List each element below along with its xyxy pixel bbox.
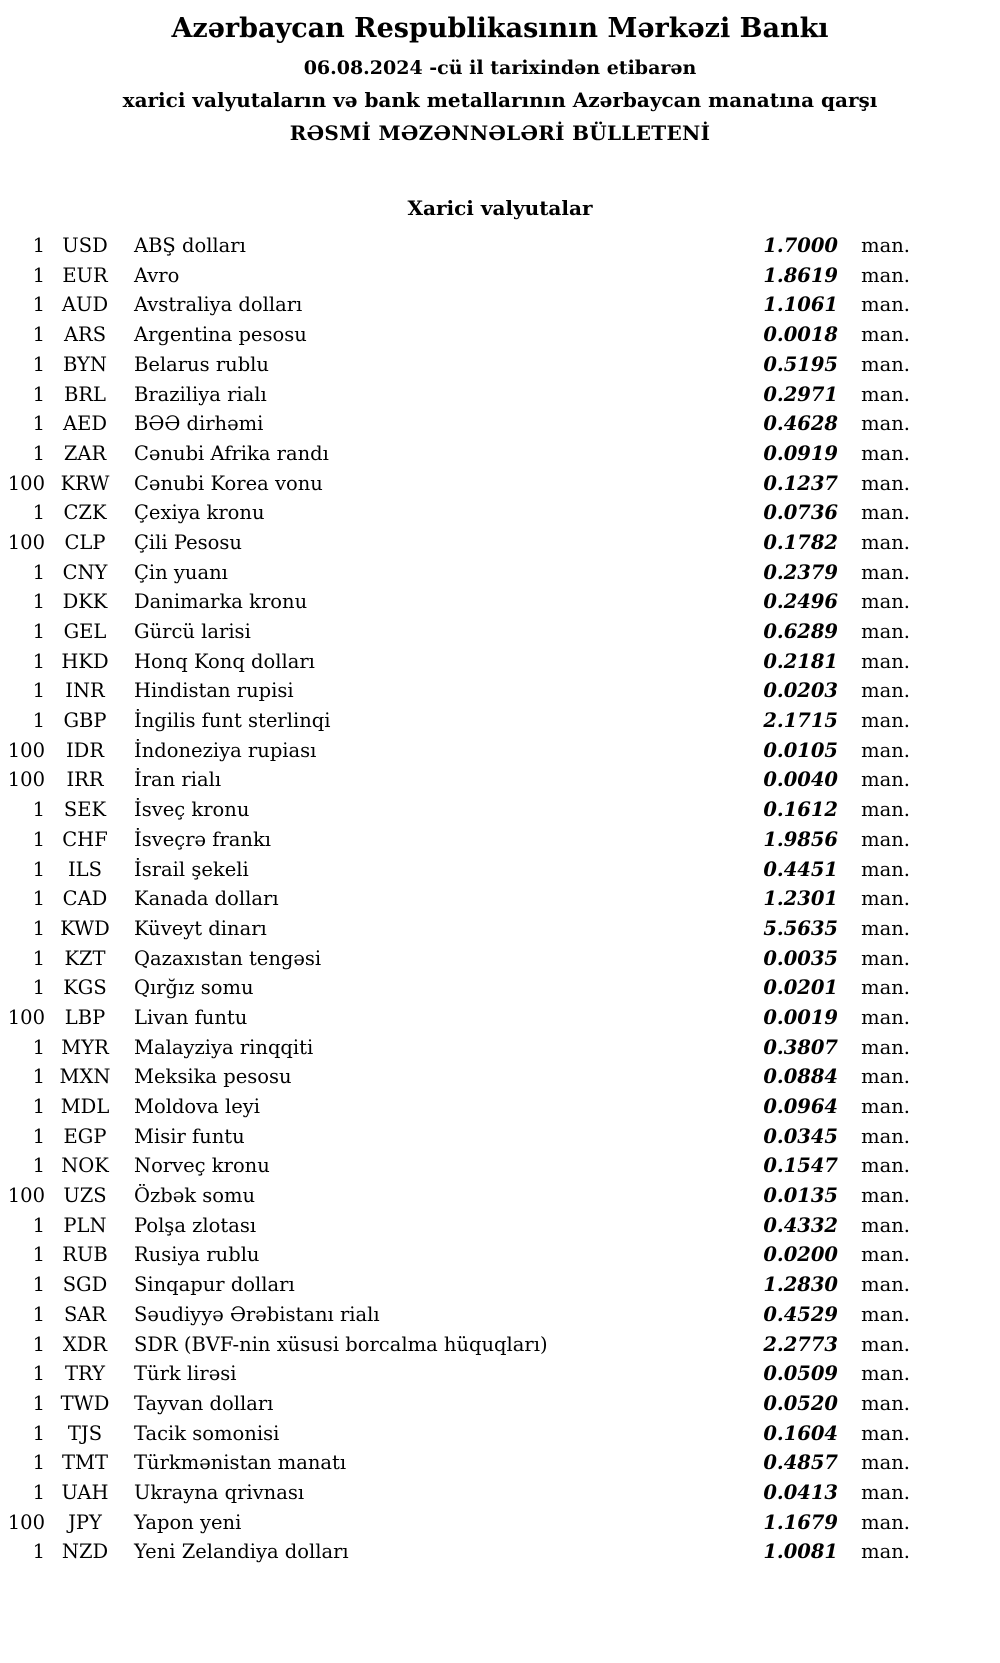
currency-name: Ukrayna qrivnası <box>134 1480 305 1504</box>
rate-unit: man. <box>861 976 910 1000</box>
currency-quantity: 1 <box>32 263 45 287</box>
rate-row <box>0 646 1000 676</box>
rate-row <box>0 1240 1000 1270</box>
rate-value: 0.1237 <box>763 471 838 495</box>
currency-name: Tacik somonisi <box>134 1421 280 1445</box>
currency-name: Çin yuanı <box>134 560 228 584</box>
rate-value: 0.0203 <box>763 679 838 703</box>
currency-code: NOK <box>61 1154 109 1178</box>
currency-name: ABŞ dolları <box>134 234 246 258</box>
rate-row <box>0 1062 1000 1092</box>
section-title-foreign-currencies: Xarici valyutalar <box>407 195 593 220</box>
currency-name: Özbək somu <box>134 1184 256 1208</box>
currency-quantity: 1 <box>32 1124 45 1148</box>
currency-quantity: 1 <box>32 1451 45 1475</box>
currency-quantity: 1 <box>32 1065 45 1089</box>
currency-name: Meksika pesosu <box>134 1065 292 1089</box>
currency-name: Türk lirəsi <box>134 1362 237 1386</box>
rate-row <box>0 468 1000 498</box>
currency-name: Sinqapur dolları <box>134 1273 295 1297</box>
rate-unit: man. <box>861 916 910 940</box>
rate-row <box>0 557 1000 587</box>
currency-quantity: 1 <box>32 293 45 317</box>
rate-value: 2.2773 <box>763 1332 838 1356</box>
rate-row <box>0 1418 1000 1448</box>
rate-row <box>0 1329 1000 1359</box>
currency-quantity: 1 <box>32 560 45 584</box>
currency-code: MDL <box>60 1095 110 1119</box>
currency-quantity: 1 <box>32 798 45 822</box>
rate-value: 0.0035 <box>763 946 838 970</box>
currency-quantity: 1 <box>32 382 45 406</box>
rate-value: 0.0135 <box>763 1184 838 1208</box>
currency-name: BƏƏ dirhəmi <box>134 412 264 436</box>
currency-quantity: 1 <box>32 976 45 1000</box>
currency-code: XDR <box>62 1332 108 1356</box>
rate-row <box>0 676 1000 706</box>
currency-quantity: 1 <box>32 679 45 703</box>
currency-name: İndoneziya rupiası <box>134 738 317 762</box>
currency-name: Səudiyyə Ərəbistanı rialı <box>134 1302 380 1326</box>
currency-name: İsveç kronu <box>134 798 250 822</box>
rate-row <box>0 231 1000 261</box>
currency-quantity: 1 <box>32 857 45 881</box>
rate-row <box>0 617 1000 647</box>
currency-name: Yapon yeni <box>134 1510 242 1534</box>
currency-name: Danimarka kronu <box>134 590 308 614</box>
rate-value: 0.0884 <box>763 1065 838 1089</box>
rate-unit: man. <box>861 352 910 376</box>
currency-name: Gürcü larisi <box>134 620 251 644</box>
currency-name: İsveçrə frankı <box>134 827 272 851</box>
rate-unit: man. <box>861 857 910 881</box>
currency-name: Küveyt dinarı <box>134 916 267 940</box>
rate-row <box>0 973 1000 1003</box>
rate-value: 0.0413 <box>763 1480 838 1504</box>
currency-quantity: 1 <box>32 1480 45 1504</box>
currency-quantity: 100 <box>7 1184 45 1208</box>
rate-value: 1.2830 <box>763 1273 838 1297</box>
currency-code: IRR <box>66 768 104 792</box>
currency-code: CZK <box>63 501 107 525</box>
currency-name: Malayziya rinqqiti <box>134 1035 314 1059</box>
currency-code: DKK <box>62 590 108 614</box>
currency-name: Livan funtu <box>134 1005 248 1029</box>
effective-date-line: 06.08.2024 -cü il tarixindən etibarən <box>303 56 697 79</box>
rate-unit: man. <box>861 1480 910 1504</box>
rate-value: 0.0201 <box>763 976 838 1000</box>
rate-unit: man. <box>861 1362 910 1386</box>
rate-unit: man. <box>861 1035 910 1059</box>
rate-row <box>0 528 1000 558</box>
rate-row <box>0 1507 1000 1537</box>
rate-value: 0.0345 <box>763 1124 838 1148</box>
rate-row <box>0 1181 1000 1211</box>
rate-value: 0.4332 <box>763 1213 838 1237</box>
rates-table <box>0 231 1000 1567</box>
currency-code: EGP <box>63 1124 107 1148</box>
currency-code: MXN <box>59 1065 111 1089</box>
currency-quantity: 1 <box>32 1273 45 1297</box>
rate-unit: man. <box>861 1243 910 1267</box>
rate-row <box>0 1270 1000 1300</box>
rate-row <box>0 1210 1000 1240</box>
currency-quantity: 1 <box>32 946 45 970</box>
currency-quantity: 1 <box>32 649 45 673</box>
rate-value: 0.0509 <box>763 1362 838 1386</box>
rate-unit: man. <box>861 946 910 970</box>
currency-code: GEL <box>63 620 107 644</box>
rate-row <box>0 1359 1000 1389</box>
rate-row <box>0 498 1000 528</box>
rate-value: 0.0964 <box>763 1095 838 1119</box>
currency-code: INR <box>65 679 105 703</box>
currency-quantity: 100 <box>7 530 45 554</box>
currency-code: CNY <box>62 560 108 584</box>
currency-name: Türkmənistan manatı <box>134 1451 347 1475</box>
rate-value: 0.2971 <box>763 382 838 406</box>
currency-quantity: 1 <box>32 620 45 644</box>
currency-code: TRY <box>65 1362 105 1386</box>
currency-quantity: 1 <box>32 1421 45 1445</box>
currency-name: Belarus rublu <box>134 352 269 376</box>
rate-value: 0.0919 <box>763 441 838 465</box>
rate-row <box>0 1151 1000 1181</box>
rate-unit: man. <box>861 1391 910 1415</box>
rate-unit: man. <box>861 530 910 554</box>
rate-value: 0.2181 <box>763 649 838 673</box>
rate-value: 1.7000 <box>763 234 838 258</box>
rate-unit: man. <box>861 293 910 317</box>
rate-row <box>0 1478 1000 1508</box>
rate-unit: man. <box>861 1184 910 1208</box>
rate-unit: man. <box>861 827 910 851</box>
currency-code: IDR <box>65 738 105 762</box>
currency-code: SEK <box>63 798 107 822</box>
currency-name: SDR (BVF-nin xüsusi borcalma hüquqları) <box>134 1332 548 1356</box>
currency-code: CAD <box>62 887 108 911</box>
currency-code: UAH <box>61 1480 109 1504</box>
rate-row <box>0 825 1000 855</box>
currency-code: KRW <box>60 471 110 495</box>
currency-code: NZD <box>61 1540 109 1564</box>
currency-name: Tayvan dolları <box>134 1391 274 1415</box>
rate-unit: man. <box>861 1540 910 1564</box>
rate-value: 0.0105 <box>763 738 838 762</box>
rate-value: 0.4451 <box>763 857 838 881</box>
currency-code: BYN <box>63 352 107 376</box>
currency-code: KGS <box>63 976 107 1000</box>
rate-unit: man. <box>861 768 910 792</box>
currency-code: USD <box>62 234 108 258</box>
rate-row <box>0 795 1000 825</box>
currency-code: CHF <box>62 827 108 851</box>
rate-value: 0.4529 <box>763 1302 838 1326</box>
rate-row <box>0 290 1000 320</box>
rate-row <box>0 260 1000 290</box>
rate-unit: man. <box>861 1421 910 1445</box>
currency-quantity: 1 <box>32 501 45 525</box>
rate-row <box>0 1300 1000 1330</box>
currency-name: Norveç kronu <box>134 1154 270 1178</box>
currency-code: ZAR <box>63 441 107 465</box>
rate-row <box>0 854 1000 884</box>
rate-value: 1.9856 <box>763 827 838 851</box>
currency-name: Çexiya kronu <box>134 501 265 525</box>
currency-quantity: 1 <box>32 1154 45 1178</box>
currency-name: Cənubi Korea vonu <box>134 471 323 495</box>
rate-row <box>0 1448 1000 1478</box>
rate-row <box>0 439 1000 469</box>
rate-value: 2.1715 <box>763 709 838 733</box>
currency-quantity: 100 <box>7 1005 45 1029</box>
currency-quantity: 1 <box>32 1243 45 1267</box>
rate-unit: man. <box>861 1065 910 1089</box>
rate-unit: man. <box>861 620 910 644</box>
currency-quantity: 1 <box>32 1362 45 1386</box>
currency-code: EUR <box>62 263 108 287</box>
currency-code: TWD <box>60 1391 110 1415</box>
rate-value: 0.0019 <box>763 1005 838 1029</box>
rate-value: 0.0520 <box>763 1391 838 1415</box>
currency-code: ARS <box>63 323 107 347</box>
bank-title: Azərbaycan Respublikasının Mərkəzi Bankı <box>171 13 829 44</box>
rate-row <box>0 379 1000 409</box>
currency-quantity: 1 <box>32 916 45 940</box>
rate-row <box>0 1032 1000 1062</box>
rate-unit: man. <box>861 1273 910 1297</box>
currency-name: Qırğız somu <box>134 976 254 1000</box>
rate-unit: man. <box>861 471 910 495</box>
rate-unit: man. <box>861 1005 910 1029</box>
rate-unit: man. <box>861 1332 910 1356</box>
currency-quantity: 1 <box>32 1540 45 1564</box>
currency-name: İngilis funt sterlinqi <box>134 709 331 733</box>
currency-code: CLP <box>64 530 106 554</box>
rate-unit: man. <box>861 798 910 822</box>
rate-value: 0.1604 <box>763 1421 838 1445</box>
currency-code: SAR <box>63 1302 107 1326</box>
rate-value: 0.0040 <box>763 768 838 792</box>
rate-row <box>0 914 1000 944</box>
currency-name: Kanada dolları <box>134 887 279 911</box>
rate-unit: man. <box>861 263 910 287</box>
currency-quantity: 1 <box>32 1332 45 1356</box>
currency-code: HKD <box>61 649 109 673</box>
currency-code: PLN <box>63 1213 107 1237</box>
currency-quantity: 100 <box>7 738 45 762</box>
currency-name: Yeni Zelandiya dolları <box>134 1540 349 1564</box>
rate-row <box>0 735 1000 765</box>
rate-value: 1.2301 <box>763 887 838 911</box>
currency-code: KWD <box>60 916 110 940</box>
rate-row <box>0 1121 1000 1151</box>
rate-row <box>0 884 1000 914</box>
rate-row <box>0 706 1000 736</box>
currency-code: KZT <box>64 946 106 970</box>
currency-name: Argentina pesosu <box>134 323 307 347</box>
rate-row <box>0 1003 1000 1033</box>
rate-unit: man. <box>861 709 910 733</box>
rate-unit: man. <box>861 1124 910 1148</box>
rate-value: 1.1061 <box>763 293 838 317</box>
rate-unit: man. <box>861 441 910 465</box>
rate-unit: man. <box>861 1154 910 1178</box>
rate-value: 0.2496 <box>763 590 838 614</box>
currency-quantity: 1 <box>32 323 45 347</box>
currency-quantity: 100 <box>7 1510 45 1534</box>
rate-unit: man. <box>861 1095 910 1119</box>
rate-unit: man. <box>861 738 910 762</box>
currency-name: Avstraliya dolları <box>134 293 303 317</box>
currency-code: UZS <box>63 1184 107 1208</box>
currency-quantity: 1 <box>32 1095 45 1119</box>
currency-name: Moldova leyi <box>134 1095 261 1119</box>
rate-value: 0.1612 <box>763 798 838 822</box>
currency-name: Avro <box>134 263 180 287</box>
currency-code: RUB <box>62 1243 108 1267</box>
rate-value: 1.0081 <box>763 1540 838 1564</box>
currency-code: TJS <box>67 1421 103 1445</box>
rate-unit: man. <box>861 1451 910 1475</box>
rate-row <box>0 943 1000 973</box>
rate-value: 0.5195 <box>763 352 838 376</box>
subtitle-line-2: RƏSMİ MƏZƏNNƏLƏRİ BÜLLETENİ <box>289 120 711 145</box>
currency-code: MYR <box>61 1035 109 1059</box>
currency-name: Misir funtu <box>134 1124 245 1148</box>
currency-name: İran rialı <box>134 768 222 792</box>
rate-value: 0.6289 <box>763 620 838 644</box>
bulletin-header <box>0 12 1000 145</box>
currency-quantity: 1 <box>32 352 45 376</box>
rate-row <box>0 587 1000 617</box>
rate-row <box>0 320 1000 350</box>
currency-name: Çili Pesosu <box>134 530 242 554</box>
currency-quantity: 1 <box>32 709 45 733</box>
currency-quantity: 1 <box>32 1035 45 1059</box>
currency-code: ILS <box>67 857 102 881</box>
rate-row <box>0 1537 1000 1567</box>
rate-unit: man. <box>861 679 910 703</box>
currency-name: Honq Konq dolları <box>134 649 315 673</box>
rate-unit: man. <box>861 323 910 347</box>
rate-unit: man. <box>861 1302 910 1326</box>
subtitle-line-1: xarici valyutaların və bank metallarının Azərbaycan manatına qarşı <box>122 87 878 112</box>
currency-code: JPY <box>68 1510 102 1534</box>
rate-row <box>0 350 1000 380</box>
currency-name: Polşa zlotası <box>134 1213 257 1237</box>
rate-unit: man. <box>861 887 910 911</box>
currency-quantity: 100 <box>7 471 45 495</box>
rate-value: 0.1782 <box>763 530 838 554</box>
currency-name: Rusiya rublu <box>134 1243 260 1267</box>
rate-row <box>0 1389 1000 1419</box>
currency-name: Hindistan rupisi <box>134 679 294 703</box>
currency-name: Cənubi Afrika randı <box>134 441 329 465</box>
currency-quantity: 1 <box>32 887 45 911</box>
currency-quantity: 1 <box>32 1213 45 1237</box>
rate-value: 0.0200 <box>763 1243 838 1267</box>
rate-value: 0.2379 <box>763 560 838 584</box>
currency-code: GBP <box>63 709 107 733</box>
rate-unit: man. <box>861 1213 910 1237</box>
rate-value: 0.0018 <box>763 323 838 347</box>
currency-code: SGD <box>62 1273 108 1297</box>
currency-quantity: 1 <box>32 1391 45 1415</box>
currency-name: İsrail şekeli <box>134 857 249 881</box>
rate-row <box>0 1092 1000 1122</box>
currency-code: LBP <box>64 1005 106 1029</box>
currency-name: Qazaxıstan tengəsi <box>134 946 322 970</box>
rate-value: 1.8619 <box>763 263 838 287</box>
currency-quantity: 1 <box>32 1302 45 1326</box>
rate-value: 5.5635 <box>763 916 838 940</box>
rate-unit: man. <box>861 501 910 525</box>
rate-value: 0.3807 <box>763 1035 838 1059</box>
rate-value: 0.4628 <box>763 412 838 436</box>
rate-unit: man. <box>861 560 910 584</box>
currency-quantity: 100 <box>7 768 45 792</box>
currency-code: TMT <box>62 1451 108 1475</box>
rate-value: 0.4857 <box>763 1451 838 1475</box>
rate-unit: man. <box>861 412 910 436</box>
rate-value: 0.1547 <box>763 1154 838 1178</box>
rate-value: 0.0736 <box>763 501 838 525</box>
rate-row <box>0 409 1000 439</box>
rate-unit: man. <box>861 234 910 258</box>
currency-code: BRL <box>64 382 106 406</box>
currency-quantity: 1 <box>32 412 45 436</box>
currency-quantity: 1 <box>32 234 45 258</box>
currency-code: AED <box>63 412 107 436</box>
rate-value: 1.1679 <box>763 1510 838 1534</box>
currency-quantity: 1 <box>32 441 45 465</box>
currency-quantity: 1 <box>32 827 45 851</box>
rate-unit: man. <box>861 649 910 673</box>
currency-name: Braziliya rialı <box>134 382 267 406</box>
rate-unit: man. <box>861 1510 910 1534</box>
rate-unit: man. <box>861 590 910 614</box>
currency-code: AUD <box>61 293 109 317</box>
currency-quantity: 1 <box>32 590 45 614</box>
rate-row <box>0 765 1000 795</box>
rate-unit: man. <box>861 382 910 406</box>
